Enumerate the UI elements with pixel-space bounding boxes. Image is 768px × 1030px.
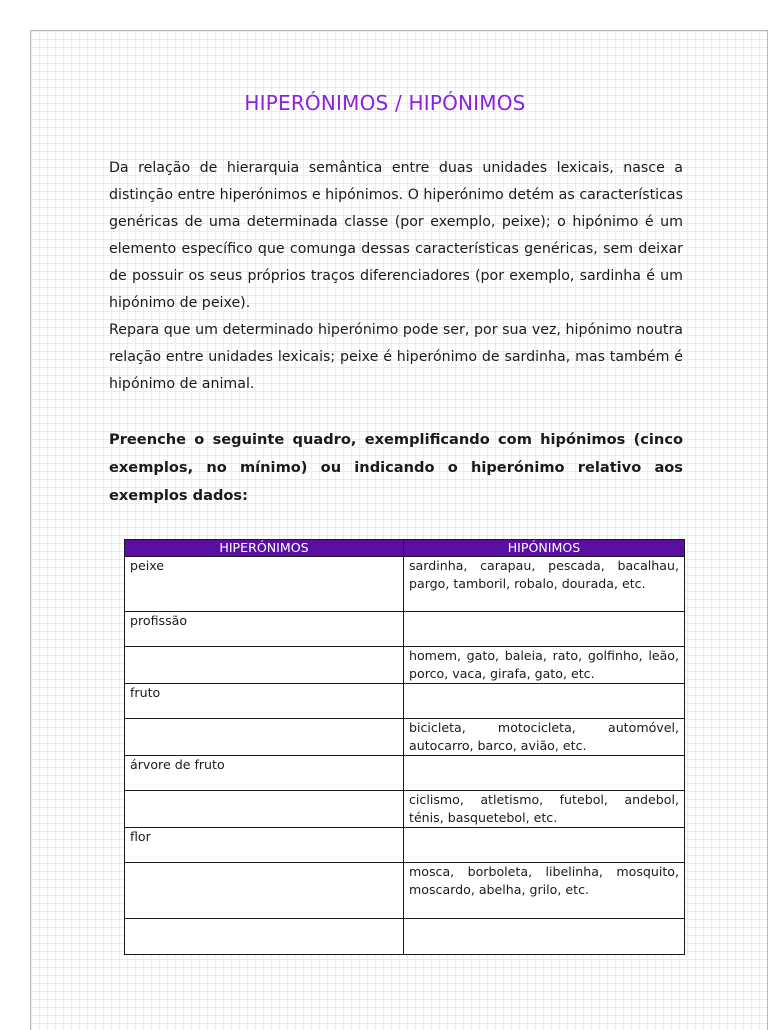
hyponym-cell[interactable] <box>404 828 685 863</box>
table-row <box>125 828 685 863</box>
table-row <box>125 612 685 647</box>
table-row <box>125 647 685 684</box>
hyponym-cell[interactable]: bicicleta, motocicleta, automóvel, autocarro, barco, avião, etc. <box>404 719 685 756</box>
hyperonym-cell[interactable]: profissão <box>125 612 404 647</box>
hyponym-cell[interactable]: sardinha, carapau, pescada, bacalhau, pargo, tamboril, robalo, dourada, etc. <box>404 557 685 612</box>
hyponym-cell[interactable] <box>404 919 685 955</box>
hyperonym-cell[interactable] <box>125 647 404 684</box>
table-row <box>125 557 685 612</box>
table-row <box>125 919 685 955</box>
page-title: HIPERÓNIMOS / HIPÓNIMOS <box>244 91 526 115</box>
table-row <box>125 756 685 791</box>
table-row <box>125 791 685 828</box>
hyponym-cell[interactable] <box>404 612 685 647</box>
hyperonym-cell[interactable] <box>125 919 404 955</box>
hyperonym-cell[interactable]: peixe <box>125 557 404 612</box>
table-row <box>125 719 685 756</box>
intro-paragraph-1: Da relação de hierarquia semântica entre duas unidades lexicais, nasce a distinção entre hiperónimos e hipónimos. O hiperónimo detém as características genéricas de uma determinada classe (por exemplo, peixe); o hipónimo é um elemento específico que comunga dessas características genéricas, sem deixar de possuir os seus próprios traços diferenciadores (por exemplo, sardinha é um hipónimo de peixe). <box>109 160 683 311</box>
hyponym-cell[interactable] <box>404 684 685 719</box>
hyperonym-cell[interactable]: flor <box>125 828 404 863</box>
hyponym-cell[interactable]: homem, gato, baleia, rato, golfinho, leão, porco, vaca, girafa, gato, etc. <box>404 647 685 684</box>
hyperonym-cell[interactable] <box>125 863 404 919</box>
document-page <box>30 30 768 1030</box>
hyponym-cell[interactable]: mosca, borboleta, libelinha, mosquito, moscardo, abelha, grilo, etc. <box>404 863 685 919</box>
hyperonym-cell[interactable] <box>125 719 404 756</box>
hyperonym-cell[interactable]: fruto <box>125 684 404 719</box>
table-row <box>125 863 685 919</box>
hyperonym-table <box>124 539 685 955</box>
intro-paragraph-2: Repara que um determinado hiperónimo pode ser, por sua vez, hipónimo noutra relação entre unidades lexicais; peixe é hiperónimo de sardinha, mas também é hipónimo de animal. <box>109 322 683 392</box>
hyperonym-cell[interactable] <box>125 791 404 828</box>
hyperonym-cell[interactable]: árvore de fruto <box>125 756 404 791</box>
header-hyponyms: HIPÓNIMOS <box>404 540 685 557</box>
table-row <box>125 684 685 719</box>
table-header-row <box>125 540 685 557</box>
hyponym-cell[interactable] <box>404 756 685 791</box>
header-hyperonyms: HIPERÓNIMOS <box>125 540 404 557</box>
hyponym-cell[interactable]: ciclismo, atletismo, futebol, andebol, ténis, basquetebol, etc. <box>404 791 685 828</box>
exercise-instruction: Preenche o seguinte quadro, exemplificando com hipónimos (cinco exemplos, no mínimo) ou indicando o hiperónimo relativo aos exemplos dados: <box>109 431 683 504</box>
intro-text <box>109 155 683 398</box>
